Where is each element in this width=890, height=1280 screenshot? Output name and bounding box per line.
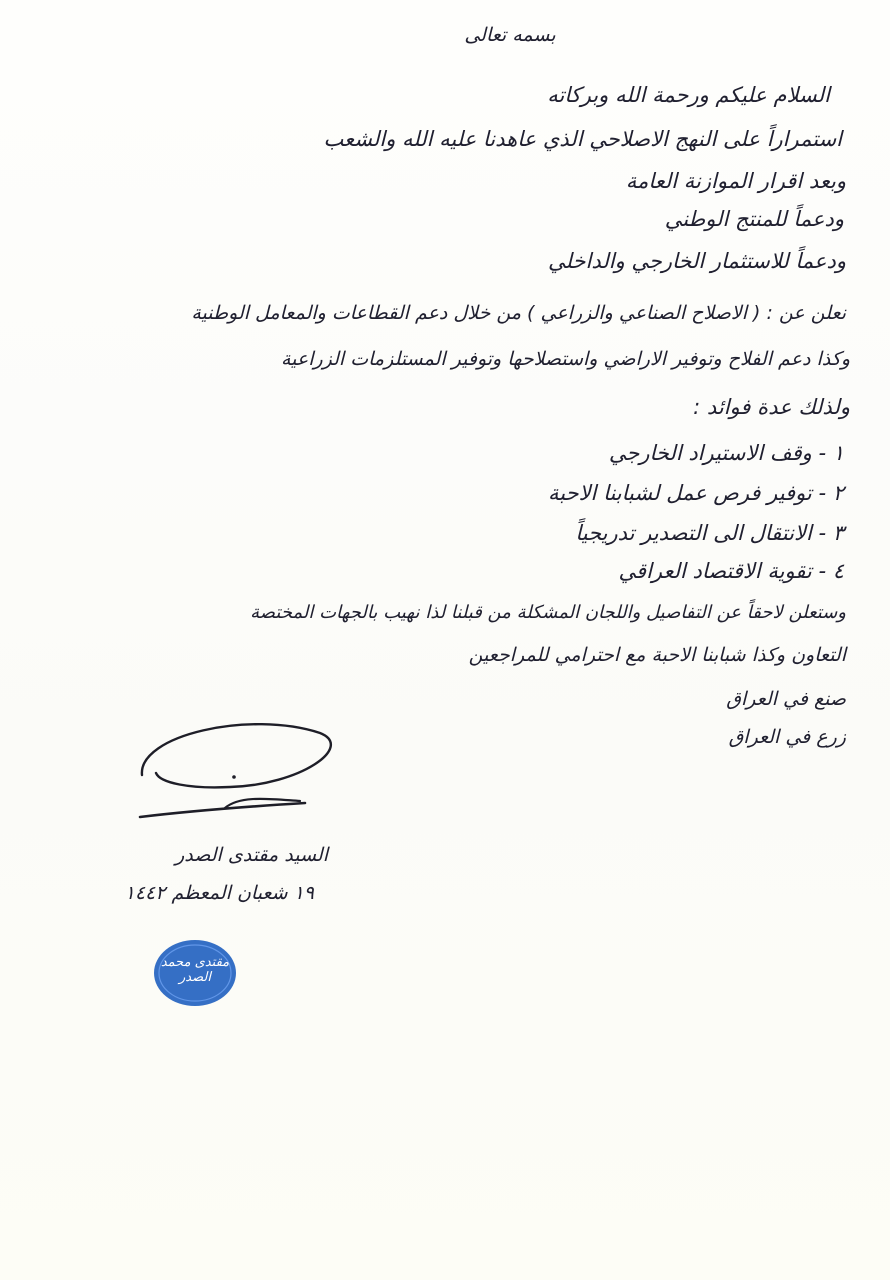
letter-date: ١٩ شعبان المعظم ١٤٤٢ (124, 882, 314, 904)
benefit-item-4: ٤ - تقوية الاقتصاد العراقي (618, 559, 844, 583)
proposal-line-2: وكذا دعم الفلاح وتوفير الاراضي واستصلاحها وتوفير المستلزمات الزراعية (280, 348, 850, 370)
intro-line-4: ودعماً للاستثمار الخارجي والداخلي (548, 249, 846, 273)
intro-line-2: وبعد اقرار الموازنة العامة (625, 169, 846, 193)
closing-line-1: وستعلن لاحقاً عن التفاصيل واللجان المشكلة من قبلنا لذا نهيب بالجهات المختصة (250, 602, 846, 623)
proposal-line-1: نعلن عن : ( الاصلاح الصناعي والزراعي ) من خلال دعم القطاعات والمعامل الوطنية (191, 302, 846, 324)
slogan-made-in-iraq: صنع في العراق (726, 688, 846, 710)
signer-name: السيد مقتدى الصدر (175, 844, 328, 866)
benefit-item-3: ٣ - الانتقال الى التصدير تدريجياً (575, 521, 844, 545)
letter-header: بسمه تعالى (464, 24, 556, 46)
benefits-intro: ولذلك عدة فوائد : (693, 395, 850, 419)
intro-line-1: استمراراً على النهج الاصلاحي الذي عاهدنا عليه الله والشعب (323, 127, 842, 151)
benefit-item-2: ٢ - توفير فرص عمل لشبابنا الاحبة (548, 481, 844, 505)
handwritten-signature (130, 715, 340, 830)
benefit-item-1: ١ - وقف الاستيراد الخارجي (608, 441, 844, 465)
intro-line-3: ودعماً للمنتج الوطني (664, 207, 844, 231)
slogan-grown-in-iraq: زرع في العراق (728, 726, 846, 748)
seal-lettering: مقتدى محمد الصدر (160, 955, 230, 985)
greeting-line: السلام عليكم ورحمة الله وبركاته (547, 83, 830, 107)
closing-line-2: التعاون وكذا شبابنا الاحبة مع احترامي للمراجعين (468, 644, 846, 666)
